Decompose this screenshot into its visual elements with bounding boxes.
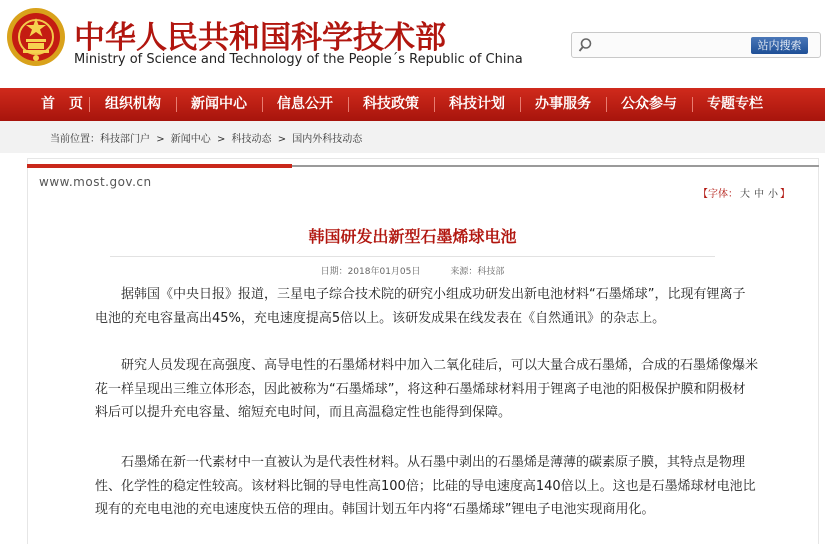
article-paragraph: 石墨烯在新一代素材中一直被认为是代表性材料。从石墨中剥出的石墨烯是薄薄的碳素原子膜，其特点是物理性、化学性的稳定性较高。该材料比铜的导电性高100倍；比硅的导电速度高140倍以上。这也是石墨烯球材电池比现有的充电电池的充电速度快五倍的理由。韩国计划五年内将“石墨烯球”锂电子电池实现商用化。: [95, 455, 756, 517]
font-size-close: 】: [780, 189, 790, 200]
search-icon: [578, 36, 596, 54]
nav-item-home[interactable]: 首 页: [41, 96, 83, 112]
font-size-large[interactable]: 大: [740, 189, 750, 200]
nav-item-policy[interactable]: 科技政策: [363, 96, 419, 112]
article-paragraph: 据韩国《中央日报》报道，三星电子综合技术院的研究小组成功研发出新电池材料“石墨烯球”，比现有锂离子电池的充电容量高出45%，充电速度提高5倍以上。该研发成果在线发表在《自然通讯》的杂志上。: [95, 287, 746, 326]
article-paragraph: 研究人员发现在高强度、高导电性的石墨烯材料中加入二氧化硅后，可以大量合成石墨烯，合成的石墨烯像爆米花一样呈现出三维立体形态，因此被称为“石墨烯球”，将这种石墨烯球材料用于锂离子电池的阳极保护膜和阴极材料后可以提升充电容量、缩短充电时间，而且高温稳定性也能得到保障。: [95, 358, 759, 420]
breadcrumb-separator: >: [216, 134, 226, 145]
article-divider: [292, 165, 819, 167]
search-box: [571, 32, 821, 58]
font-size-medium[interactable]: 中: [754, 189, 764, 200]
site-domain: www.most.gov.cn: [39, 175, 152, 189]
nav-item-topics[interactable]: 专题专栏: [707, 96, 763, 112]
breadcrumb-bar: [0, 121, 825, 153]
font-size-label: 【字体：: [698, 189, 738, 200]
nav-item-organization[interactable]: 组织机构: [105, 96, 161, 112]
breadcrumb-separator: >: [156, 134, 165, 145]
breadcrumb: [50, 130, 365, 145]
breadcrumb-item-news[interactable]: 新闻中心: [170, 134, 211, 145]
article-meta: [0, 264, 825, 277]
meta-divider: [110, 256, 715, 257]
national-emblem-icon[interactable]: [5, 6, 67, 68]
site-title-en: Ministry of Science and Technology of the People´s Republic of China: [74, 52, 523, 67]
breadcrumb-prefix: 当前位置：: [50, 134, 100, 145]
nav-item-participation[interactable]: 公众参与: [621, 96, 677, 112]
nav-item-disclosure[interactable]: 信息公开: [277, 96, 333, 112]
breadcrumb-item-intl[interactable]: 国内外科技动态: [292, 134, 363, 145]
site-search-button[interactable]: 站内搜索: [751, 37, 808, 54]
search-input[interactable]: [600, 36, 754, 56]
site-title-cn[interactable]: 中华人民共和国科学技术部: [74, 20, 446, 56]
article-accent-bar: [27, 164, 292, 168]
breadcrumb-item-portal[interactable]: 科技部门户: [100, 134, 150, 145]
font-size-control: [698, 185, 790, 200]
nav-item-services[interactable]: 办事服务: [535, 96, 591, 112]
breadcrumb-separator: >: [277, 134, 287, 145]
site-header: [0, 0, 825, 88]
main-nav: [0, 88, 825, 121]
article-date: 日期：2018年01月05日: [320, 267, 421, 277]
font-size-small[interactable]: 小: [768, 189, 778, 200]
article-title: 韩国研发出新型石墨烯球电池: [308, 227, 517, 246]
nav-item-programs[interactable]: 科技计划: [449, 96, 505, 112]
breadcrumb-item-dynamics[interactable]: 科技动态: [231, 134, 272, 145]
article-source: 来源：科技部: [450, 267, 505, 277]
nav-item-news[interactable]: 新闻中心: [191, 96, 247, 112]
